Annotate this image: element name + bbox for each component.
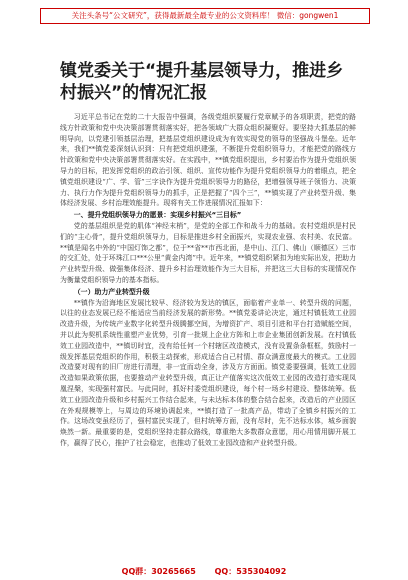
section-paragraph: 党的基层组织是党的肌体“神经末梢”，是党的全部工作和战斗力的基础。农村党组织是村民们的“主心骨”，提升党组织领导力，目标是推进乡村全面振兴，实现农业强、农村美、农民富。**镇是闻名中外的“中国灯饰之都”，位于**省**市西北面，是中山、江门、佛山（顺德区）三市的交汇处，处于环珠江口***公里“黄金内湾”中。近年来，**镇党组织紧扣为地实际出发，把助力产业转型升级、做强集体经济、提升乡村治理效能作为三大目标，并把这三大目标的实现情况作为衡量党组织领导力的基本指标。 (60, 221, 356, 284)
subsection-paragraph: **镇作为沿海地区发展比较早、经济较为发达的镇区，面临着产业单一、转型升级的问题，以往的业态发展已经不能适应当前经济发展的新形势。**镇党委讲论决定，通过村镇低效工业园改造升级，为传统产业数字化转型升级腾挪空间，为增资扩产、项目引进和平台打造赋能空间，并以此为契机系统性重塑产业优势，引育一批规上企业方阵和上市企业集团创新发展。在村镇低效工业园改造中，**镇切时宜，没有给任何一个村辖区改造模式，没有设置条条框框，鼓励村一级发挥基层党组织的作用，积极主动探索，形成适合自己村情、群众满意度最大的模式。工业园改造要对现有的旧厂房进行清理，非一宜而动全身，涉及方方面面。镇党委要强调，低效工业园改造如果政策依据，也要推动产业转型升级，真正让产值落实这次低效工业园的改造打造实现凤凰涅槃，实现强村富民。与此同时，抓好村委党组织建设，每个村一场乡村建设、整体统筹。低效工业园改造升级和乡村振兴工作结合起来，与未达标本体的整合结合起来，改造后的产业园区在外观规模等上，与周边的环境协调起来，**镇打造了一批高产品，带动了全镇乡村振兴的工作。这场改变虽经历了，强村富民实现了，但村统筹方面，没有尽时，先不达标水体，城乡面貌焕然一新。最重要的是，党组织坚持走群众路线，尊重绝大多数群众意愿，用心用情用脚开展工作，赢得了民心，推护了社会稳定，也推动了低效工业园改造和产业转型升级。 (60, 298, 356, 447)
footer-qq-group: QQ群：30265665 (121, 567, 196, 576)
document-body (60, 112, 356, 449)
document-title: 镇党委关于“提升基层领导力，推进乡村振兴”的情况汇报 (60, 61, 344, 103)
footer (0, 566, 408, 578)
intro-paragraph: 习近平总书记在党的二十大报告中强调，各级党组织要履行党章赋予的各项职责，把党的路线方针政策和党中央决策部署贯彻落实好，把各领域广大群众组织凝聚好。要坚持大抓基层的鲜明导向，以党建引领基层治理，把基层党组织建设成为有效实现党的领导的坚强战斗堡垒。近年来，我们**镇党委深刻认识到：只有把党组织建强，不断提升党组织领导力，才能把党的路线方针政策和党中央决策部署贯彻落实好。在实践中，**镇党组织提出，乡村要治作为提升党组织领导力的目标，把发挥党组织的政治引领、组织、宣传功能作为提升党组织领导力的着眼点，把全镇党组织建设“广、学、管”三字诀作为提升党组织领导力的路径，把增强领导班子领悟力、决策力、执行力作为提升党组织领导力的抓手，正是把握了“四个三”，**镇实现了产业转型升级、集体经济发展、乡村治理效能提升。现将有关工作进展情况汇报如下： (60, 113, 356, 208)
subsection-heading: （一）助力产业转型升级 (73, 287, 150, 296)
section-heading: 一、提升党组织领导力的愿景：实现乡村振兴“三目标” (73, 211, 242, 220)
footer-qq: QQ：535304092 (214, 567, 287, 576)
top-banner: 关注头条号“公文研究”，获得最新最全最专业的公文资料库！ 微信：gongwen1 (40, 8, 370, 24)
